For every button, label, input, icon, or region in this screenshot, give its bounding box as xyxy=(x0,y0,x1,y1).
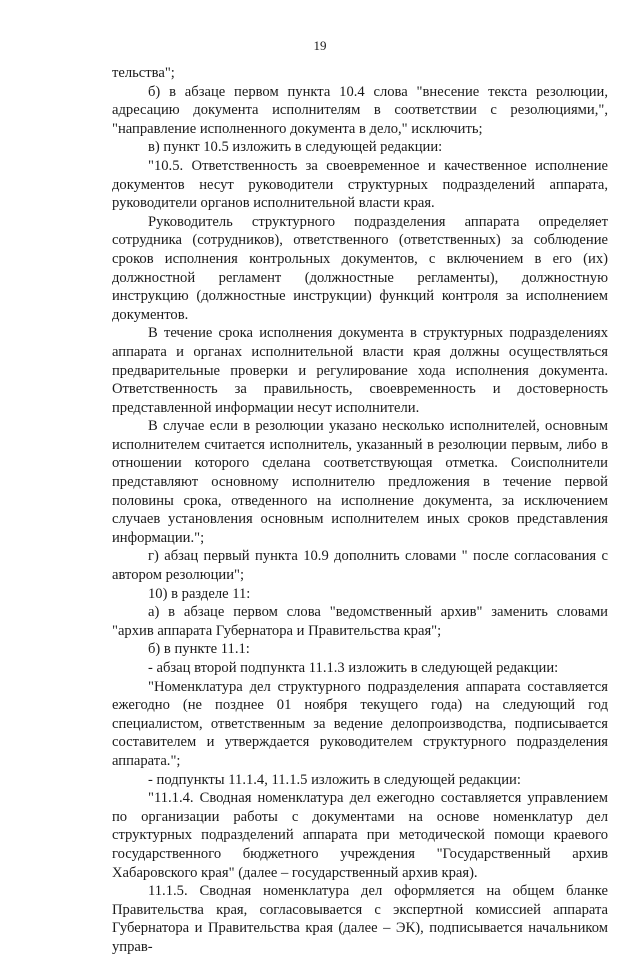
paragraph: В случае если в резолюции указано несколько исполнителей, основным исполнителем считается исполнитель, указанный в резолюции первым, либо в отношении которого сделана соответствующая отметка. Соисполнители представляют основному исполнителю предложения в течение первой половины срока, отведенного на исполнение документа, за исключением случаев установления основным исполнителем иных сроков представления информации."; xyxy=(112,418,608,546)
paragraph: "10.5. Ответственность за своевременное и качественное исполнение документов несут руководители структурных подразделений аппарата, руководители органов исполнительной власти края. xyxy=(112,157,608,212)
paragraph: В течение срока исполнения документа в структурных подразделениях аппарата и органах исполнительной власти края должны осуществляться предварительные проверки и регулирование хода исполнения документа. Ответственность за правильность, своевременность и достоверность представленной информации несут исполнители. xyxy=(112,325,608,416)
paragraph: б) в пункте 11.1: xyxy=(148,641,250,658)
paragraph: а) в абзаце первом слова "ведомственный архив" заменить словами "архив аппарата Губернатора и Правительства края"; xyxy=(112,604,608,639)
page-number: 19 xyxy=(313,38,327,53)
paragraph: - подпункты 11.1.4, 11.1.5 изложить в следующей редакции: xyxy=(148,771,521,788)
paragraph: "11.1.4. Сводная номенклатура дел ежегодно составляется управлением по организации работы с документами на основе номенклатур дел структурных подразделений аппарата при методической помощи краевого государственного бюджетного учреждения "Государственный архив Хабаровского края" (далее – государственный архив края). xyxy=(112,790,608,881)
paragraph: 10) в разделе 11: xyxy=(148,585,251,602)
paragraph: б) в абзаце первом пункта 10.4 слова "внесение текста резолюции, адресацию документа исполнителям в соответствии с резолюциями,", "направление исполненного документа в дело," исключить; xyxy=(112,83,608,137)
paragraph: в) пункт 10.5 изложить в следующей редакции: xyxy=(148,139,443,156)
paragraph: - абзац второй подпункта 11.1.3 изложить в следующей редакции: xyxy=(148,660,559,676)
paragraph: г) абзац первый пункта 10.9 дополнить словами " после согласования с автором резолюции"; xyxy=(112,548,608,584)
paragraph: Руководитель структурного подразделения аппарата определяет сотрудника (сотрудников), ответственного (ответственных) за соблюдение сроков исполнения контрольных документов, с включением в его (их) должностной регламент (должностные регламенты), должностную инструкцию (должностные инструкции) функций контроля за исполнением документов. xyxy=(112,213,608,323)
paragraph: "Номенклатура дел структурного подразделения аппарата составляется ежегодно (не позднее 01 ноября текущего года) на следующий год специалистом, ответственным за ведение делопроизводства, подписывается составителем и утверждается руководителем структурного подразделения аппарата."; xyxy=(112,678,608,769)
paragraph: тельства"; xyxy=(112,65,175,81)
document-body xyxy=(112,64,608,957)
paragraph: 11.1.5. Сводная номенклатура дел оформляется на общем бланке Правительства края, согласовывается с экспертной комиссией аппарата Губернатора и Правительства края (далее – ЭК), подписывается начальником управ- xyxy=(112,883,608,955)
